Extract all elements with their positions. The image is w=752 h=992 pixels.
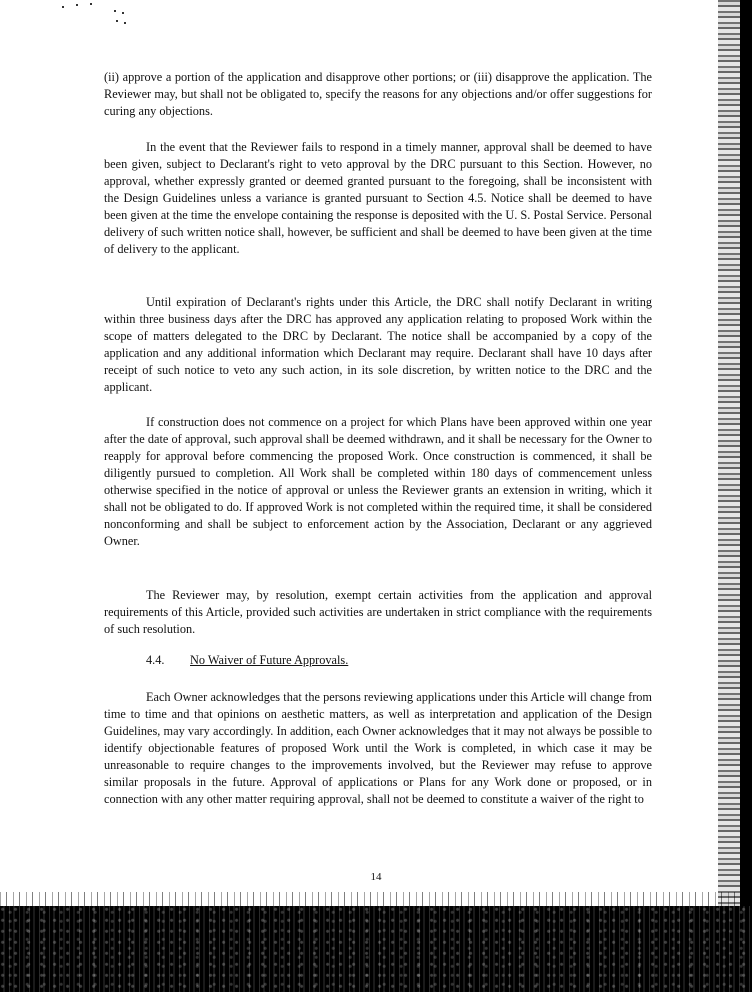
paragraph-construction-commencement: If construction does not commence on a project for which Plans have been approved within one year after the date of approval, such approval shall be deemed withdrawn, and it shall be necessary for the Owner to reapply for approval before commencing the proposed Work. Once construction is commenced, it shall be diligently pursued to completion. All Work shall be completed within 180 days of commencement unless otherwise specified in the notice of approval or unless the Reviewer grants an extension in writing, which it shall not be obligated to do. If approved Work is not completed within the required time, it shall be considered nonconforming and shall be subject to enforcement action by the Association, Declarant or any aggrieved Owner. (104, 415, 652, 548)
section-heading (146, 652, 348, 669)
scan-edge-right-dark (740, 0, 752, 992)
section-number: 4.4. (146, 653, 165, 667)
paragraph-exempt-activities: The Reviewer may, by resolution, exempt certain activities from the application and approval requirements of this Article, provided such activities are undertaken in strict compliance with the requirements of such resolution. (104, 588, 652, 636)
section-title: No Waiver of Future Approvals. (190, 653, 349, 667)
scan-noise-bottom (0, 892, 752, 906)
paragraph-declarant-notice: Until expiration of Declarant's rights under this Article, the DRC shall notify Declarant in writing within three business days after the DRC has approved any application relating to proposed Work within the scope of matters delegated to the DRC by Declarant. The notice shall be accompanied by a copy of the application and any additional information which Declarant may require. Declarant shall have 10 days after receipt of such notice to veto any such action, in its sole discretion, by written notice to the DRC and the applicant. (104, 295, 652, 394)
scan-edge-bottom (0, 906, 752, 992)
page-number: 14 (370, 871, 382, 883)
paragraph-owner-acknowledgement: Each Owner acknowledges that the persons reviewing applications under this Article will change from time to time and that opinions on aesthetic matters, as well as interpretation and application of the Design Guidelines, may vary accordingly. In addition, each Owner acknowledges that it may not always be possible to identify objectionable features of proposed Work until the Work is completed, in which case it may be unreasonable to require changes to the improvements involved, but the Reviewer may refuse to approve similar proposals in the future. Approval of applications or Plans for any Work done or proposed, or in connection with any other matter requiring approval, shall not be deemed to constitute a waiver of the right to (104, 690, 652, 806)
paragraph-approval-options: (ii) approve a portion of the application and disapprove other portions; or (iii) disapprove the application. The Reviewer may, but shall not be obligated to, specify the reasons for any objections and/or offer suggestions for curing any objections. (104, 70, 652, 118)
paragraph-reviewer-failure: In the event that the Reviewer fails to respond in a timely manner, approval shall be deemed to have been given, subject to Declarant's right to veto approval by the DRC pursuant to this Section. However, no approval, whether expressly granted or deemed granted pursuant to the foregoing, shall be inconsistent with the Design Guidelines unless a variance is granted pursuant to Section 4.5. Notice shall be deemed to have been given at the time the envelope containing the response is deposited with the U. S. Postal Service. Personal delivery of such written notice shall, however, be sufficient and shall be deemed to have been given at the time of delivery to the applicant. (104, 140, 652, 256)
scan-noise-top (0, 0, 140, 30)
